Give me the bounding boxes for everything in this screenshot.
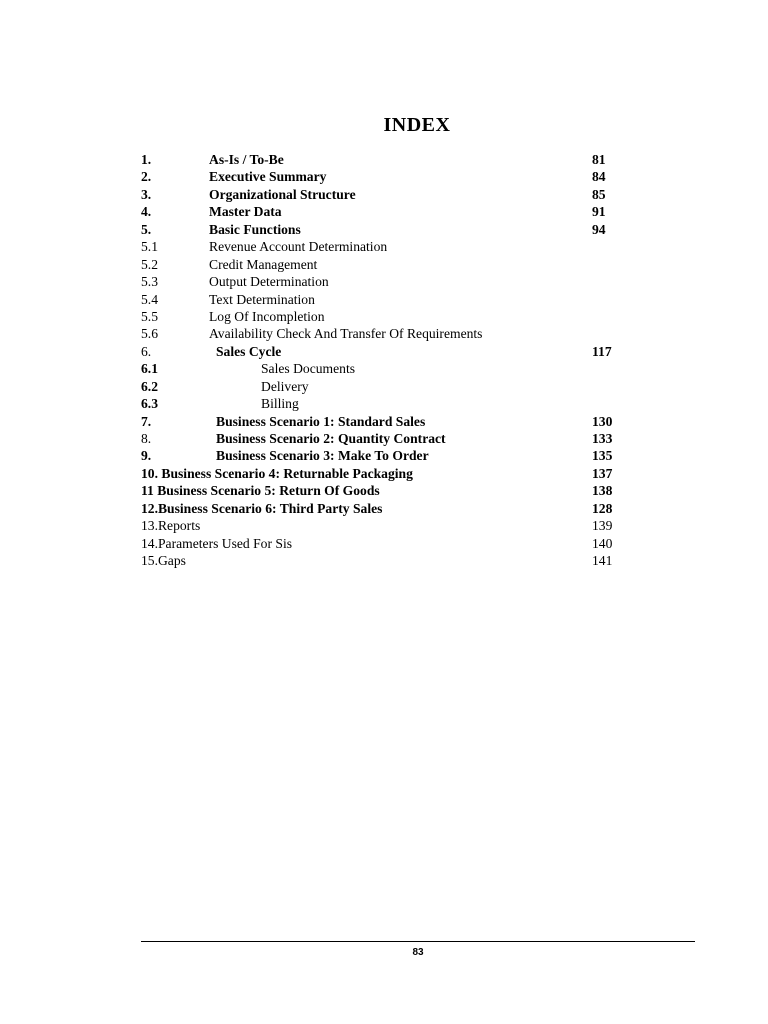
toc-entry-number: 9. xyxy=(141,448,152,464)
toc-entry-page: 133 xyxy=(592,431,613,446)
toc-entry-number: 5.1 xyxy=(141,239,158,255)
toc-entry-title: Availability Check And Transfer Of Requirements xyxy=(209,326,483,342)
toc-entry-page: 81 xyxy=(592,152,606,167)
toc-entry xyxy=(141,273,621,290)
toc-entry-number: 6.3 xyxy=(141,396,158,412)
toc-entry xyxy=(141,168,621,185)
toc-entry-number: 5.4 xyxy=(141,291,158,307)
toc-entry-title: Master Data xyxy=(209,204,282,220)
toc-entry xyxy=(141,482,621,499)
table-of-contents xyxy=(141,151,621,570)
toc-entry-page: 84 xyxy=(592,169,606,185)
toc-entry-number: 5. xyxy=(141,221,152,237)
toc-entry xyxy=(141,325,621,342)
toc-entry-number: 8. xyxy=(141,431,152,446)
toc-entry xyxy=(141,447,621,464)
toc-entry-page: 135 xyxy=(592,448,613,464)
toc-entry xyxy=(141,343,621,360)
toc-entry-title: Business Scenario 2: Quantity Contract xyxy=(216,431,446,446)
toc-entry-title: Revenue Account Determination xyxy=(209,239,388,255)
toc-entry-title: Credit Management xyxy=(209,256,318,272)
toc-entry xyxy=(141,500,621,517)
toc-entry xyxy=(141,517,621,534)
toc-entry-number: 5.6 xyxy=(141,326,158,342)
toc-entry-title: Output Determination xyxy=(209,274,329,290)
toc-entry-title: 15.Gaps xyxy=(141,553,186,569)
toc-entry-title: Executive Summary xyxy=(209,169,327,185)
toc-entry-title: 12.Business Scenario 6: Third Party Sales xyxy=(141,500,383,516)
toc-entry-number: 3. xyxy=(141,186,152,202)
toc-entry-page: 139 xyxy=(592,518,613,534)
toc-entry-page: 130 xyxy=(592,413,613,429)
toc-entry-title: Sales Cycle xyxy=(216,343,282,359)
toc-entry-title: Business Scenario 3: Make To Order xyxy=(216,448,429,464)
toc-entry-number: 2. xyxy=(141,169,152,185)
toc-entry xyxy=(141,186,621,203)
toc-entry-number: 5.5 xyxy=(141,308,158,324)
toc-entry-page: 137 xyxy=(592,465,613,481)
toc-entry xyxy=(141,308,621,325)
toc-entry-page: 138 xyxy=(592,483,613,499)
toc-entry xyxy=(141,291,621,308)
toc-entry-number: 7. xyxy=(141,413,152,429)
toc-entry-number: 6.2 xyxy=(141,378,158,394)
toc-entry-title: 11 Business Scenario 5: Return Of Goods xyxy=(141,483,380,499)
toc-entry-title: 10. Business Scenario 4: Returnable Packaging xyxy=(141,465,413,481)
toc-entry-title: Sales Documents xyxy=(261,361,356,377)
toc-entry xyxy=(141,430,621,447)
footer-page-number: 83 xyxy=(412,947,424,958)
toc-entry-title: Billing xyxy=(261,396,299,412)
toc-entry xyxy=(141,151,621,168)
toc-entry xyxy=(141,465,621,482)
toc-entry-number: 5.2 xyxy=(141,256,158,272)
toc-entry-title: As-Is / To-Be xyxy=(209,152,284,167)
toc-entry xyxy=(141,552,621,569)
toc-entry-title: Basic Functions xyxy=(209,221,301,237)
toc-entry-number: 1. xyxy=(141,152,152,167)
toc-entry xyxy=(141,360,621,377)
toc-entry-number: 6. xyxy=(141,343,152,359)
toc-entry xyxy=(141,395,621,412)
toc-entry-number: 5.3 xyxy=(141,274,158,290)
toc-entry-page: 91 xyxy=(592,204,606,220)
footer-divider xyxy=(141,941,695,942)
toc-entry-title: 14.Parameters Used For Sis xyxy=(141,535,293,551)
page-title: INDEX xyxy=(383,114,451,136)
toc-entry xyxy=(141,221,621,238)
toc-entry-title: Log Of Incompletion xyxy=(209,308,325,324)
toc-entry xyxy=(141,535,621,552)
toc-entry-title: Business Scenario 1: Standard Sales xyxy=(216,413,426,429)
toc-entry xyxy=(141,378,621,395)
toc-entry xyxy=(141,238,621,255)
toc-entry-page: 117 xyxy=(592,343,612,359)
toc-entry-page: 94 xyxy=(592,221,606,237)
toc-entry xyxy=(141,413,621,430)
toc-entry-title: Text Determination xyxy=(209,291,315,307)
toc-entry-page: 140 xyxy=(592,535,613,551)
toc-entry xyxy=(141,203,621,220)
toc-entry-page: 141 xyxy=(592,553,613,569)
toc-entry-title: 13.Reports xyxy=(141,518,201,534)
toc-entry-page: 85 xyxy=(592,186,606,202)
toc-entry xyxy=(141,256,621,273)
toc-entry-number: 6.1 xyxy=(141,361,158,377)
toc-entry-number: 4. xyxy=(141,204,152,220)
toc-entry-title: Organizational Structure xyxy=(209,186,356,202)
toc-entry-title: Delivery xyxy=(261,378,309,394)
toc-entry-page: 128 xyxy=(592,500,613,516)
